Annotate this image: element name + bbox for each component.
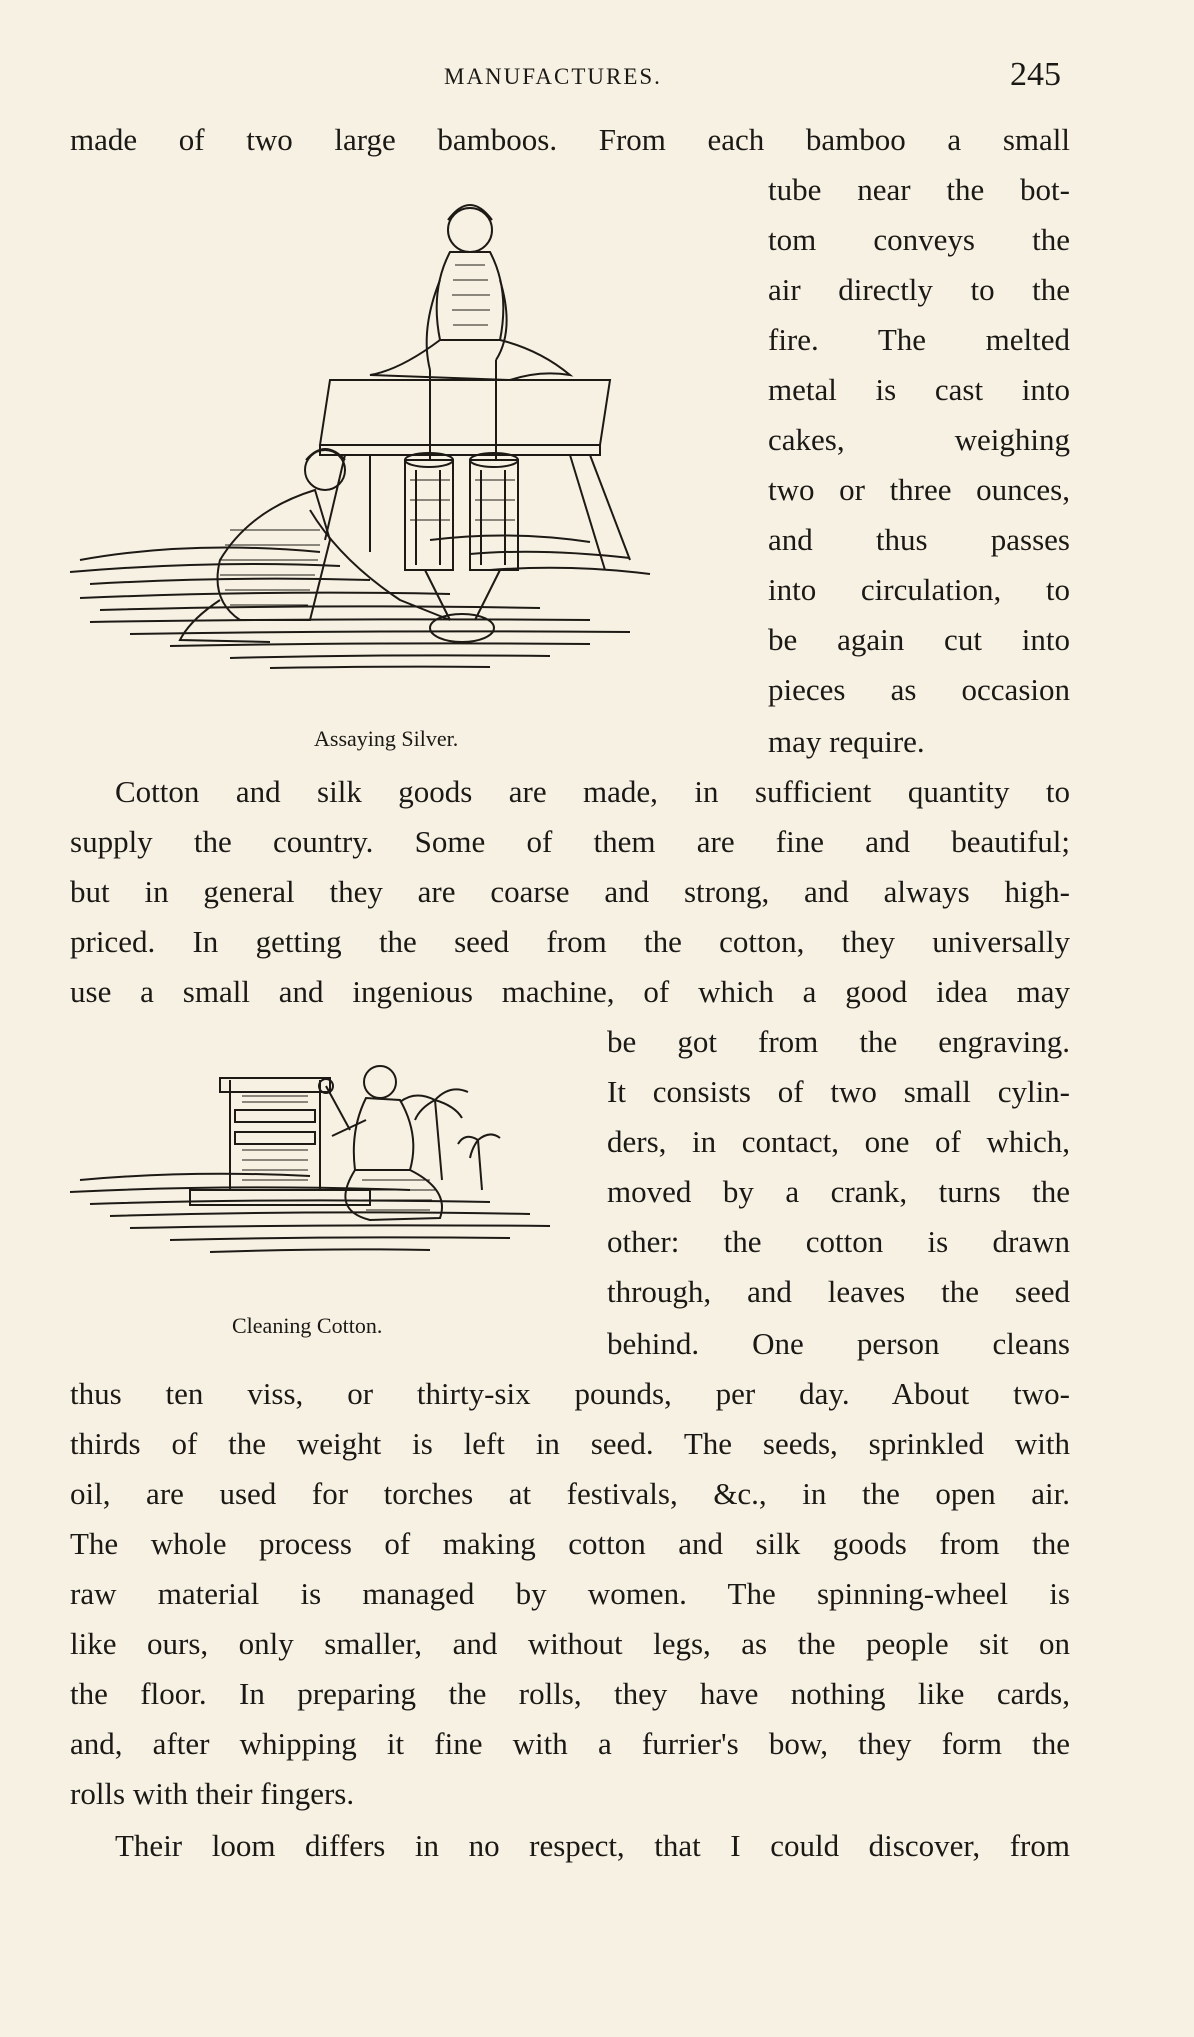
text-line: like ours, only smaller, and without legs, as the people sit on (70, 1626, 1070, 1661)
text-line: the floor. In preparing the rolls, they have nothing like cards, (70, 1676, 1070, 1711)
text-line: but in general they are coarse and strong, and always high- (70, 874, 1070, 909)
text-line: priced. In getting the seed from the cotton, they universally (70, 924, 1070, 959)
text-line: pieces as occasion (768, 672, 1070, 707)
cleaning-cotton-engraving (70, 1040, 600, 1290)
figure-caption-assaying-silver: Assaying Silver. (314, 726, 459, 751)
text-line: behind. One person cleans (607, 1326, 1070, 1361)
text-line: oil, are used for torches at festivals, &c., in the open air. (70, 1476, 1070, 1511)
text-line: Their loom differs in no respect, that I could discover, from (115, 1828, 1070, 1863)
text-line: and, after whipping it fine with a furrier's bow, they form the (70, 1726, 1070, 1761)
text-line: two or three ounces, (768, 472, 1070, 507)
running-title: MANUFACTURES. (444, 64, 662, 89)
text-line: tube near the bot- (768, 172, 1070, 207)
text-line: Cotton and silk goods are made, in sufficient quantity to (115, 774, 1070, 809)
text-line: rolls with their fingers. (70, 1776, 355, 1811)
text-line: made of two large bamboos. From each bamboo a small (70, 122, 1070, 157)
text-line: through, and leaves the seed (607, 1274, 1070, 1309)
text-line: moved by a crank, turns the (607, 1174, 1070, 1209)
text-line: tom conveys the (768, 222, 1070, 257)
text-line: cakes, weighing (768, 422, 1070, 457)
text-line: metal is cast into (768, 372, 1070, 407)
text-line: The whole process of making cotton and silk goods from the (70, 1526, 1070, 1561)
text-line: It consists of two small cylin- (607, 1074, 1070, 1109)
text-line: may require. (768, 724, 925, 759)
text-line: be again cut into (768, 622, 1070, 657)
running-head (0, 56, 1194, 102)
text-line: air directly to the (768, 272, 1070, 307)
text-line: supply the country. Some of them are fine and beautiful; (70, 824, 1070, 859)
text-line: be got from the engraving. (607, 1024, 1070, 1059)
text-line: fire. The melted (768, 322, 1070, 357)
text-line: use a small and ingenious machine, of which a good idea may (70, 974, 1070, 1009)
text-line: thus ten viss, or thirty-six pounds, per day. About two- (70, 1376, 1070, 1411)
text-line: raw material is managed by women. The spinning-wheel is (70, 1576, 1070, 1611)
text-line: and thus passes (768, 522, 1070, 557)
assaying-silver-engraving (70, 180, 750, 720)
text-line: thirds of the weight is left in seed. The seeds, sprinkled with (70, 1426, 1070, 1461)
page-number: 245 (1010, 56, 1061, 93)
figure-caption-cleaning-cotton: Cleaning Cotton. (232, 1313, 383, 1338)
text-line: other: the cotton is drawn (607, 1224, 1070, 1259)
text-line: into circulation, to (768, 572, 1070, 607)
text-line: ders, in contact, one of which, (607, 1124, 1070, 1159)
